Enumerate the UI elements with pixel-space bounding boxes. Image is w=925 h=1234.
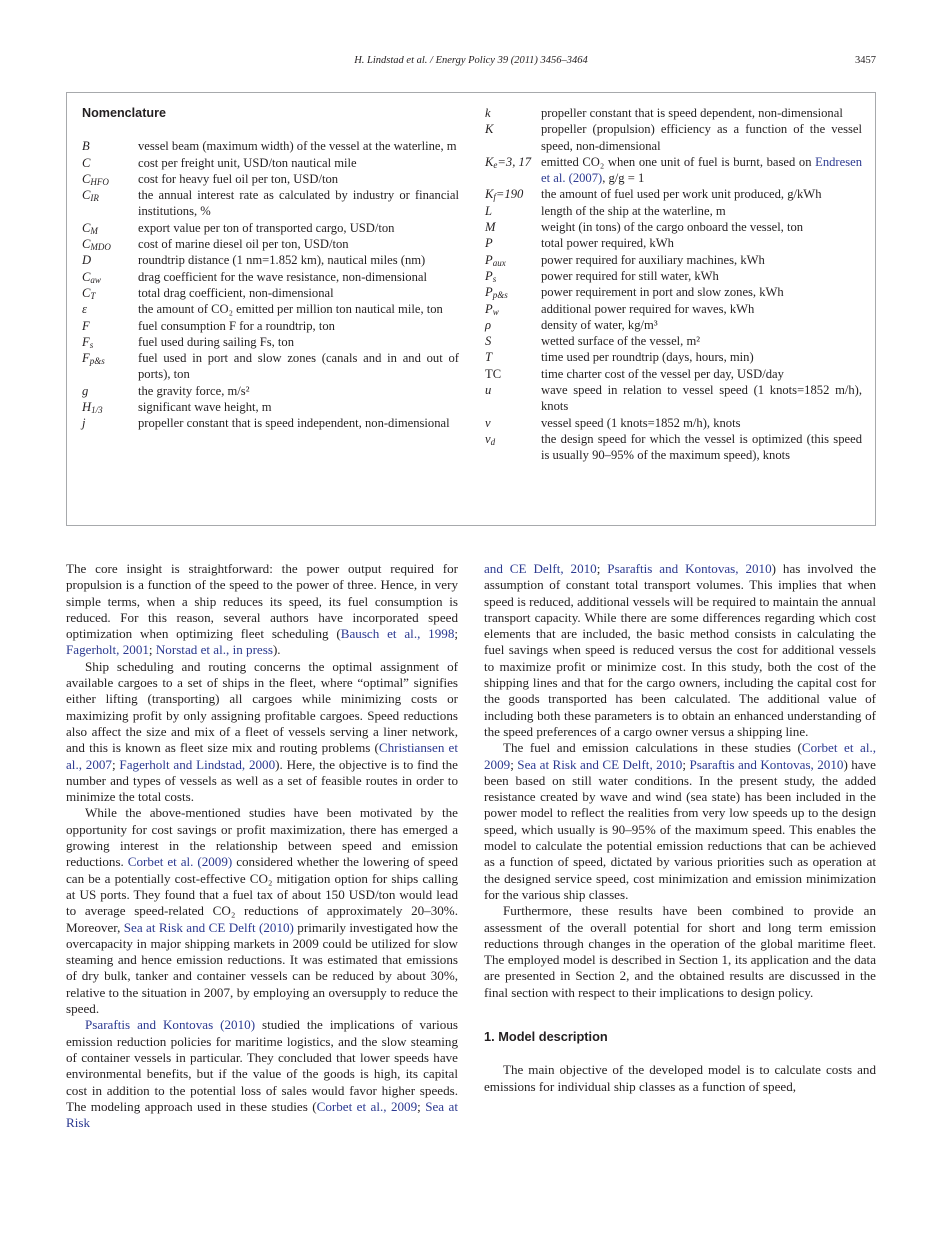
nomenclature-description — [541, 284, 862, 300]
paragraph — [484, 740, 876, 903]
nomenclature-symbol — [485, 431, 541, 464]
text-span: length of the ship at the waterline, m — [541, 203, 726, 218]
nomenclature-symbol — [485, 301, 541, 317]
text-span: total drag coefficient, non-dimensional — [138, 285, 334, 300]
nomenclature-entry — [485, 284, 862, 300]
text-span: studied the implications of various emission reduction policies for maritime logistics, and the slow steaming of container vessels in particular. They concluded that lower speeds have environmental benefits, but if the value of the goods is high, its capital cost in addition to the potential loss of sales would favor higher speeds. The modeling approach used in these studies ( — [66, 1017, 459, 1114]
symbol-base: C — [82, 155, 91, 170]
symbol-base: L — [485, 203, 493, 218]
text-span: The core insight is straightforward: the power output required for propulsion is a function of the speed to the power of three. Hence, in very simple terms, when a ship reduces its speed, its fuel consumption is reduced. For this reason, several authors have incorporated speed optimization when optimizing fleet scheduling ( — [66, 561, 458, 642]
text-span: vessel beam (maximum width) of the vessel at the waterline, m — [138, 139, 457, 154]
nomenclature-entry — [485, 349, 862, 365]
text-span: power required for auxiliary machines, kWh — [541, 252, 765, 267]
text-span: ; — [596, 561, 608, 576]
text-span: wetted surface of the vessel, m² — [541, 334, 701, 349]
nomenclature-entry — [82, 171, 459, 187]
symbol-subscript: IR — [90, 193, 99, 204]
symbol-subscript: aw — [90, 274, 101, 285]
nomenclature-symbol — [485, 317, 541, 333]
nomenclature-symbol — [82, 350, 138, 383]
nomenclature-entry — [485, 121, 862, 154]
text-span: the amount of fuel used per work unit produced, g/kWh — [541, 187, 822, 202]
body-right-column — [484, 561, 876, 1095]
text-span: cost per freight unit, USD/ton nautical mile — [138, 155, 357, 170]
nomenclature-entry — [82, 301, 459, 317]
symbol-subscript: p&s — [89, 356, 105, 367]
nomenclature-entry — [485, 382, 862, 415]
text-span: , g/g = 1 — [602, 171, 645, 186]
nomenclature-symbol — [485, 349, 541, 365]
nomenclature-entry — [485, 235, 862, 251]
text-span: the amount of CO₂ emitted per million ton nautical mile, ton — [138, 302, 443, 317]
symbol-base: g — [82, 383, 89, 398]
text-span: emitted CO₂ when one unit of fuel is burnt, based on — [541, 154, 816, 169]
symbol-base: TC — [485, 366, 502, 381]
citation-link[interactable]: Fagerholt, 2001 — [66, 642, 149, 658]
citation-link[interactable]: Endresen et al. (2007) — [541, 154, 862, 186]
text-span: ). Here, the objective is to find the number and types of vessels as well as a set of feasible routes in order to minimize the total costs. — [66, 756, 458, 805]
nomenclature-entry — [485, 301, 862, 317]
citation-link[interactable]: Corbet et al. (2009) — [127, 854, 233, 870]
text-span: power requirement in port and slow zones, kWh — [541, 285, 784, 300]
symbol-base: u — [485, 383, 492, 398]
symbol-base: D — [82, 253, 92, 268]
nomenclature-entry — [485, 203, 862, 219]
symbol-base: P — [485, 301, 493, 316]
symbol-base: P — [485, 268, 493, 283]
nomenclature-description — [138, 285, 459, 301]
citation-link[interactable]: Psaraftis and Kontovas (2010) — [85, 1017, 256, 1033]
nomenclature-symbol — [82, 252, 138, 268]
symbol-base: C — [82, 220, 91, 235]
nomenclature-entry — [485, 105, 862, 121]
symbol-base: C — [82, 188, 91, 203]
nomenclature-entry — [82, 415, 459, 431]
nomenclature-symbol — [82, 171, 138, 187]
paragraph — [66, 659, 458, 806]
nomenclature-right-column — [485, 105, 862, 464]
nomenclature-symbol — [82, 220, 138, 236]
text-span: significant wave height, m — [138, 400, 272, 415]
symbol-base: H — [82, 400, 92, 415]
nomenclature-entry — [82, 399, 459, 415]
text-span: wave speed in relation to vessel speed (1 knots=1852 m/h), knots — [541, 383, 862, 414]
nomenclature-entry — [82, 220, 459, 236]
citation-link[interactable]: Fagerholt and Lindstad, 2000 — [119, 756, 276, 772]
nomenclature-symbol — [82, 318, 138, 334]
nomenclature-symbol — [485, 366, 541, 382]
text-span: cost of marine diesel oil per ton, USD/ton — [138, 237, 349, 252]
nomenclature-symbol — [82, 415, 138, 431]
text-span: ; — [510, 756, 518, 772]
nomenclature-description — [541, 349, 862, 365]
symbol-base: ε — [82, 302, 87, 317]
text-span: primarily investigated how the overcapacity in major shipping markets in 2009 could be utilized for slow steaming and hence emission reductions. It was estimated that emissions of dry bulk, tanker and container vessels can be reduced by about 30%, relative to the situation in 2007, by employing an oversupply to reduce the speed. — [66, 919, 458, 1017]
symbol-base: P — [485, 252, 493, 267]
nomenclature-symbol — [82, 285, 138, 301]
text-span: the design speed for which the vessel is optimized (this speed is usually 90–95% of the maximum speed), knots — [541, 431, 862, 463]
text-span: fuel consumption F for a roundtrip, ton — [138, 318, 335, 333]
citation-link[interactable]: Christiansen et al., 2007 — [66, 740, 458, 772]
nomenclature-description — [541, 235, 862, 251]
symbol-subscript: s — [89, 339, 94, 350]
symbol-base: j — [82, 416, 86, 431]
nomenclature-entry — [485, 268, 862, 284]
citation-link[interactable]: Bausch et al., 1998 — [340, 626, 455, 642]
text-span: considered whether the lowering of speed can be a potentially cost-effective CO₂ mitigation option for ships calling at US ports. They found that a fuel tax of about 150 USD/ton would lead to average speed-related CO₂ reductions of approximately 20–30%. Moreover, — [66, 854, 458, 935]
symbol-subscript: w — [492, 306, 499, 317]
nomenclature-entry — [485, 415, 862, 431]
symbol-subscript: e — [493, 159, 498, 170]
nomenclature-description — [138, 138, 459, 154]
nomenclature-entry — [82, 383, 459, 399]
citation-link[interactable]: Sea at Risk and CE Delft, 2010 — [517, 756, 683, 772]
nomenclature-symbol — [82, 334, 138, 350]
nomenclature-description — [541, 301, 862, 317]
text-span: ; — [417, 1098, 426, 1114]
symbol-base: k — [485, 106, 491, 120]
text-span: export value per ton of transported cargo, USD/ton — [138, 220, 395, 235]
nomenclature-entry — [82, 138, 459, 154]
nomenclature-symbol — [82, 383, 138, 399]
nomenclature-symbol — [485, 252, 541, 268]
text-span: time charter cost of the vessel per day, USD/day — [541, 366, 784, 381]
nomenclature-description — [541, 366, 862, 382]
nomenclature-description — [541, 154, 862, 187]
nomenclature-symbol — [82, 399, 138, 415]
paragraph — [66, 805, 458, 1017]
text-span: While the above-mentioned studies have been motivated by the opportunity for cost savings or profit maximization, there has emerged a growing interest in the relationship between speed and emission reductions. — [66, 805, 458, 870]
symbol-subscript: d — [490, 436, 496, 447]
nomenclature-symbol — [485, 235, 541, 251]
body-left-column — [66, 561, 458, 1131]
citation-link[interactable]: Corbet et al., 2009 — [316, 1098, 418, 1114]
symbol-base: K — [485, 154, 494, 169]
nomenclature-description — [541, 186, 862, 202]
symbol-subscript: p&s — [492, 290, 508, 301]
nomenclature-entry — [485, 219, 862, 235]
nomenclature-entry — [485, 317, 862, 333]
nomenclature-description — [541, 317, 862, 333]
nomenclature-entry — [485, 252, 862, 268]
text-span: additional power required for waves, kWh — [541, 301, 755, 316]
citation-link[interactable]: and CE Delft, 2010 — [484, 561, 597, 576]
symbol-subscript: aux — [492, 257, 506, 268]
nomenclature-symbol — [82, 155, 138, 171]
text-span: power required for still water, kWh — [541, 268, 719, 283]
symbol-subscript: s — [492, 273, 497, 284]
nomenclature-description — [138, 269, 459, 285]
nomenclature-description — [541, 268, 862, 284]
paragraph — [66, 1017, 458, 1131]
text-span: Ship scheduling and routing concerns the optimal assignment of available cargoes to a set of ships in the fleet, where “optimal” signifies either lifting (transporting) all cargoes while minimizing costs or maximizing profit by only assigning profitable cargoes. Speed reductions also affect the size and mix of a fleet of vessels serving a liner network, and this is known as fleet size mix and routing problems ( — [66, 658, 458, 756]
symbol-base: v — [485, 415, 491, 430]
nomenclature-description — [541, 203, 862, 219]
symbol-base: C — [82, 285, 91, 300]
symbol-base: F — [82, 318, 90, 333]
text-span: ) have been based on still water conditions. In the present study, the added resistance created by wave and wind (sea state) has been included in the power model to reflect the realities from very low speeds up to the design speed, which usually is 90–95% of the maximum speed. This enables the model to calculate the potential emission reductions that can be achieved as a function of speed, dictated by various priorities such as operation at the designed service speed, cost minimization and emission minimization for the various ship classes. — [484, 756, 876, 902]
nomenclature-entry — [82, 236, 459, 252]
text-span: fuel used during sailing Fs, ton — [138, 334, 295, 349]
symbol-subscript: 1/3 — [91, 405, 103, 416]
symbol-subscript: MDO — [90, 242, 111, 253]
nomenclature-entry — [82, 155, 459, 171]
symbol-base: T — [485, 350, 493, 365]
text-span: density of water, kg/m³ — [541, 317, 658, 332]
symbol-base: S — [485, 334, 492, 349]
symbol-subscript: M — [90, 225, 98, 236]
nomenclature-entry — [485, 154, 862, 187]
nomenclature-entry — [82, 318, 459, 334]
nomenclature-symbol — [485, 203, 541, 219]
nomenclature-title: Nomenclature — [82, 106, 166, 120]
text-span: propeller constant that is speed dependent, non-dimensional — [541, 106, 843, 120]
symbol-base: B — [82, 139, 90, 154]
symbol-base: F — [82, 334, 90, 349]
nomenclature-description — [138, 415, 459, 431]
text-span: total power required, kWh — [541, 236, 674, 251]
nomenclature-description — [541, 415, 862, 431]
nomenclature-entry — [82, 334, 459, 350]
text-span: vessel speed (1 knots=1852 m/h), knots — [541, 415, 741, 430]
nomenclature-entry — [82, 350, 459, 383]
symbol-base: K — [485, 122, 494, 137]
paragraph — [484, 903, 876, 1001]
nomenclature-symbol — [485, 121, 541, 154]
text-span: The fuel and emission calculations in these studies ( — [503, 740, 802, 756]
text-span: weight (in tons) of the cargo onboard the vessel, ton — [541, 220, 804, 235]
text-span: The main objective of the developed model is to calculate costs and emissions for individual ship classes as a function of speed, — [484, 1062, 876, 1094]
nomenclature-symbol — [82, 187, 138, 220]
text-span: propeller (propulsion) efficiency as a function of the vessel speed, non-dimensional — [541, 122, 862, 153]
nomenclature-entry — [82, 269, 459, 285]
nomenclature-symbol — [485, 186, 541, 202]
text-span: the annual interest rate as calculated by industry or financial institutions, % — [138, 188, 459, 219]
nomenclature-description — [541, 219, 862, 235]
nomenclature-description — [138, 187, 459, 220]
symbol-base: K — [485, 187, 494, 202]
symbol-base: F — [82, 351, 90, 366]
text-span: cost for heavy fuel oil per ton, USD/ton — [138, 171, 339, 186]
citation-link[interactable]: Sea at Risk — [66, 1098, 458, 1131]
symbol-base: v — [485, 431, 491, 446]
text-span: ; — [454, 626, 459, 642]
nomenclature-symbol — [82, 301, 138, 317]
text-span: propeller constant that is speed independent, non-dimensional — [138, 416, 450, 431]
symbol-base: M — [485, 220, 496, 235]
nomenclature-description — [541, 105, 862, 121]
nomenclature-description — [138, 252, 459, 268]
nomenclature-description — [138, 236, 459, 252]
text-span: the gravity force, m/s² — [138, 383, 250, 398]
nomenclature-symbol — [485, 105, 541, 121]
nomenclature-description — [138, 220, 459, 236]
nomenclature-left-column — [82, 105, 459, 432]
citation-link[interactable]: Psaraftis and Kontovas, 2010 — [689, 756, 844, 772]
nomenclature-description — [138, 350, 459, 383]
symbol-subscript: HFO — [90, 176, 109, 187]
symbol-base: C — [82, 237, 91, 252]
nomenclature-symbol — [485, 382, 541, 415]
citation-link[interactable]: Psaraftis and Kontovas, 2010 — [607, 561, 772, 576]
symbol-subscript: T — [90, 290, 96, 301]
text-span: drag coefficient for the wave resistance, non-dimensional — [138, 269, 427, 284]
nomenclature-description — [138, 301, 459, 317]
nomenclature-entry — [485, 186, 862, 202]
nomenclature-symbol — [485, 333, 541, 349]
nomenclature-description — [541, 333, 862, 349]
text-span: roundtrip distance (1 nm=1.852 km), nautical miles (nm) — [138, 253, 426, 268]
section-heading: 1. Model description — [484, 1029, 608, 1045]
paragraph — [66, 561, 458, 659]
citation-link[interactable]: Sea at Risk and CE Delft (2010) — [123, 919, 294, 935]
paragraph — [484, 561, 876, 740]
nomenclature-description — [138, 399, 459, 415]
nomenclature-entry — [82, 285, 459, 301]
nomenclature-description — [541, 431, 862, 464]
nomenclature-symbol — [82, 236, 138, 252]
text-span: ; — [148, 642, 156, 658]
nomenclature-symbol — [82, 269, 138, 285]
nomenclature-symbol — [485, 415, 541, 431]
nomenclature-symbol — [485, 284, 541, 300]
nomenclature-description — [138, 155, 459, 171]
symbol-base: C — [82, 269, 91, 284]
nomenclature-entry — [485, 366, 862, 382]
symbol-base: P — [485, 236, 493, 251]
nomenclature-entry — [485, 431, 862, 464]
text-span: ; — [111, 756, 120, 772]
nomenclature-entry — [82, 187, 459, 220]
nomenclature-description — [541, 382, 862, 415]
citation-link[interactable]: Norstad et al., in press — [155, 642, 273, 658]
nomenclature-description — [138, 318, 459, 334]
page-number: 3457 — [855, 55, 876, 66]
nomenclature-description — [541, 252, 862, 268]
symbol-subscript: f — [493, 192, 496, 203]
symbol-value: =3, 17 — [497, 154, 532, 169]
paragraph — [484, 1062, 876, 1095]
text-span: fuel used in port and slow zones (canals and in and out of ports), ton — [138, 351, 459, 382]
citation-link[interactable]: Corbet et al., 2009 — [484, 740, 877, 772]
nomenclature-description — [541, 121, 862, 154]
nomenclature-symbol — [485, 219, 541, 235]
nomenclature-description — [138, 171, 459, 187]
symbol-base: ρ — [485, 317, 492, 332]
text-span: ) has involved the assumption of constant total transport volumes. This implies that when speed is reduced, additional vessels will be required to maintain the annual transport capacity. While there are some differences regarding which cost elements that are included, the basic method consists in calculating the fuel savings when speed is reduced versus the cost for additional vessels to maximize profit or minimize cost. In this study, both the cost of the shipping lines and that for the cargo owners, including the capital cost for the goods transported has been calculated. The additional value of including both these parameters is to obtain an enhanced understanding of the speed preferences of a cargo owner versus a shipping line. — [484, 561, 877, 739]
text-span: ). — [272, 642, 281, 658]
nomenclature-symbol — [82, 138, 138, 154]
text-span: Furthermore, these results have been combined to provide an assessment of the overall potential for short and long term emission reductions through changes in the operation of the global maritime fleet. The employed model is described in Section 1, its application and the data are presented in Section 2, and the obtained results are discussed in the final section with respect to their implications to design policy. — [484, 903, 876, 1000]
nomenclature-symbol — [485, 268, 541, 284]
text-span: ; — [682, 756, 690, 772]
nomenclature-entry — [485, 333, 862, 349]
text-span: time used per roundtrip (days, hours, min) — [541, 350, 754, 365]
nomenclature-box — [66, 92, 876, 526]
symbol-base: C — [82, 171, 91, 186]
nomenclature-description — [138, 383, 459, 399]
nomenclature-symbol — [485, 154, 541, 187]
journal-citation: H. Lindstad et al. / Energy Policy 39 (2011) 3456–3464 — [354, 55, 588, 66]
nomenclature-entry — [82, 252, 459, 268]
symbol-base: P — [485, 285, 493, 300]
symbol-value: =190 — [495, 187, 524, 202]
nomenclature-description — [138, 334, 459, 350]
